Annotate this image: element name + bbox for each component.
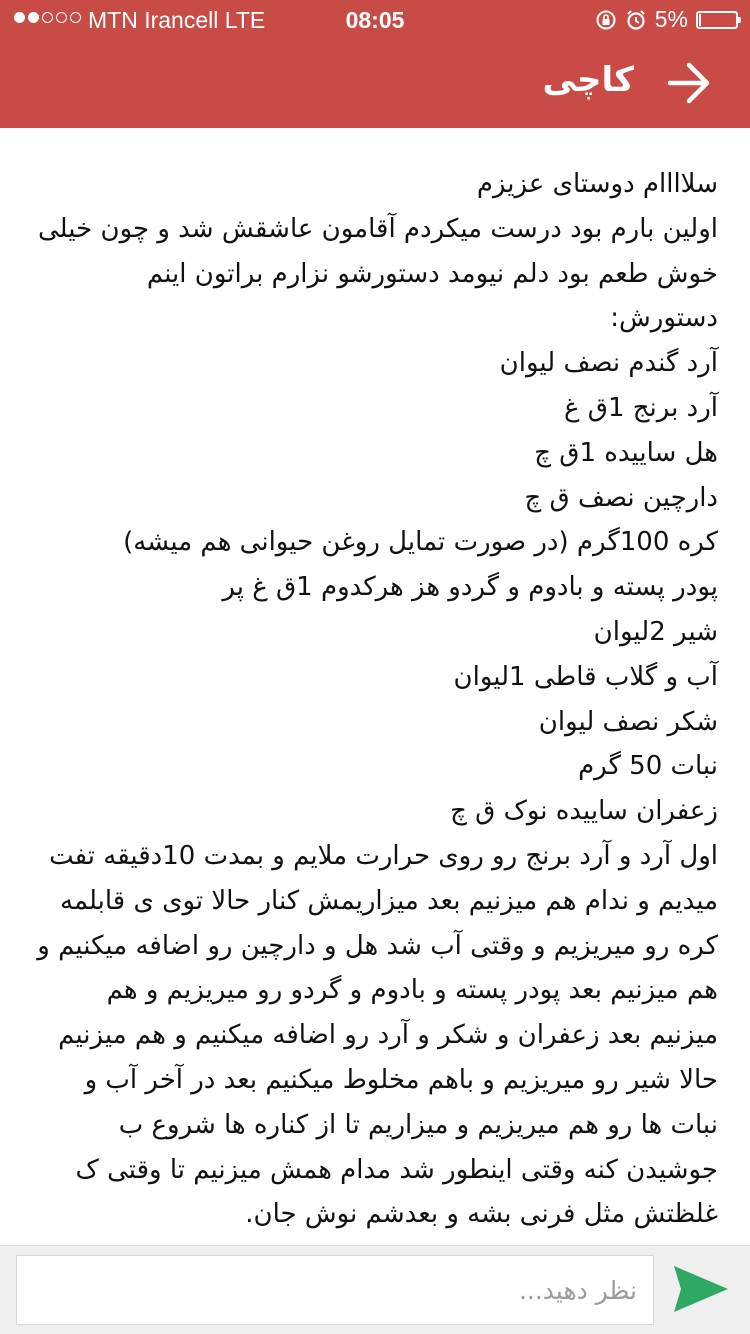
recipe-content[interactable]	[0, 128, 750, 1246]
nav-bar	[0, 40, 750, 128]
battery-level	[699, 14, 701, 26]
comment-bar	[0, 1245, 750, 1334]
send-icon[interactable]	[672, 1264, 730, 1314]
carrier-label: MTN Irancell LTE	[88, 7, 266, 33]
recipe-instructions: اول آرد و آرد برنج رو روی حرارت ملایم و بمدت 10دقیقه تفت میدیم و ندام هم میزنیم بعد میزاریمش کنار حالا توی ی قابلمه کره رو میریزیم و وقتی آب شد هل و دارچین رو اضافه میکنیم و هم میزنیم بعد پودر پسته و بادوم و گردو رو میریزیم و هم میزنیم بعد زعفران و شکر و آرد رو اضافه میکنیم و هم میزنیم حالا شیر رو میریزیم و باهم مخلوط میکنیم بعد در آخر آب و نبات ها رو هم میریزیم و میزاریم تا از کناره ها شروع ب جوشیدن کنه وقتی اینطور شد مدام همش میزنیم تا وقتی ک غلظتش مثل فرنی بشه و بعدشم نوش جان.	[37, 840, 718, 1230]
recipe-line: نبات 50 گرم	[578, 751, 718, 782]
recipe-line: کره 100گرم (در صورت تمایل روغن حیوانی هم میشه)	[123, 527, 718, 558]
status-bar	[0, 0, 750, 40]
battery-icon	[696, 11, 738, 29]
page-title: کاچی	[542, 60, 634, 100]
recipe-line: اولین بارم بود درست میکردم آقامون عاشقش شد و چون خیلی خوش طعم بود دلم نیومد دستورشو نزارم براتون اینم دستورش:	[38, 213, 718, 334]
alarm-icon	[625, 9, 647, 31]
recipe-line: شکر نصف لیوان	[538, 706, 718, 737]
recipe-line: پودر پسته و بادوم و گردو هز هرکدوم 1ق غ پر	[222, 572, 718, 603]
orientation-lock-icon	[595, 9, 617, 31]
status-right-group	[595, 6, 738, 33]
recipe-line: آب و گلاب قاطی 1لیوان	[453, 661, 718, 692]
recipe-line: آرد گندم نصف لیوان	[499, 348, 718, 379]
recipe-line: دارچین نصف ق چ	[524, 482, 718, 513]
battery-percent: 5%	[654, 6, 688, 32]
app-header	[0, 0, 750, 128]
recipe-line: هل ساییده 1ق چ	[534, 437, 718, 468]
recipe-line: شیر 2لیوان	[593, 616, 718, 647]
recipe-line: سلاااام دوستای عزیزم	[476, 169, 718, 199]
status-time: 08:05	[345, 7, 405, 33]
back-arrow-icon[interactable]	[664, 58, 714, 108]
recipe-line: زعفران ساییده نوک ق چ	[450, 796, 718, 827]
comment-input[interactable]	[16, 1255, 654, 1325]
recipe-line: آرد برنج 1ق غ	[564, 392, 718, 423]
recipe-text	[0, 128, 750, 1282]
